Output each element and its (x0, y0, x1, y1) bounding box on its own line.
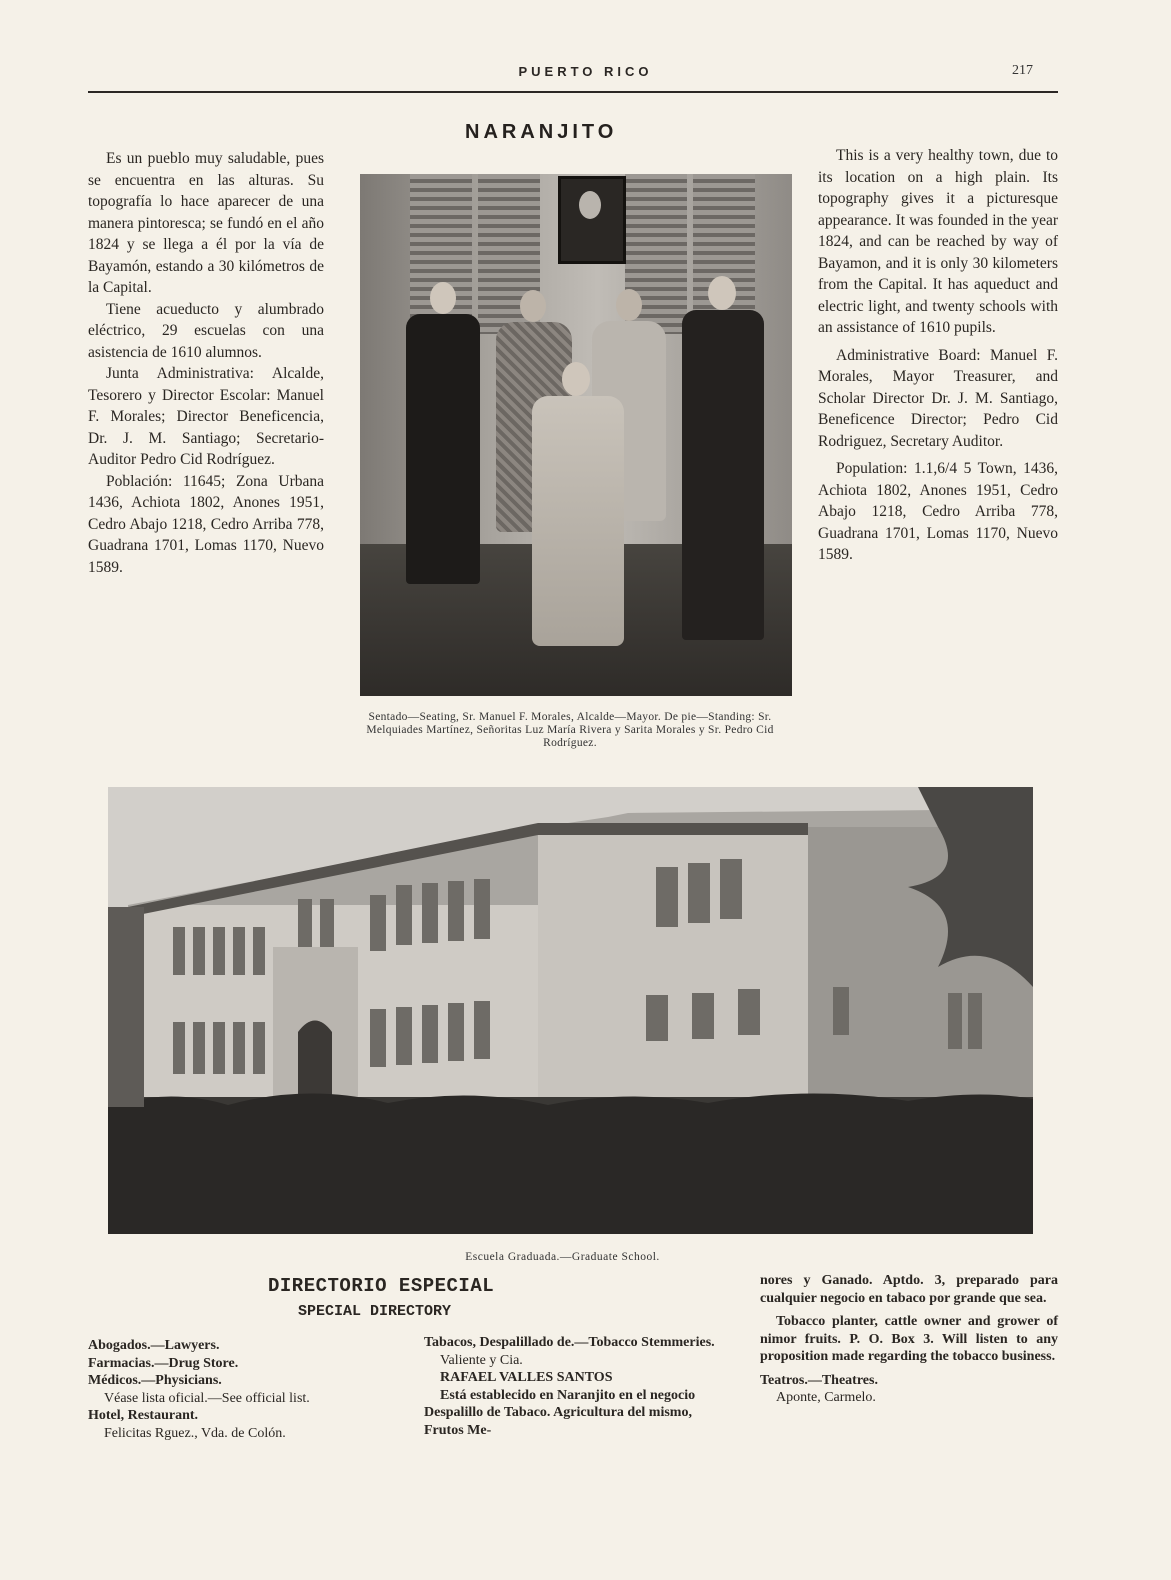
directory-column-1 (88, 1337, 388, 1442)
directory-entry: Hotel, Restaurant. (88, 1408, 199, 1423)
directory-entry: Está establecido en Naranjito en el negocio Despalillo de Tabaco. Agricultura del mismo, Frutos Me- (424, 1387, 696, 1438)
spanish-paragraph: Población: 11645; Zona Urbana 1436, Achiota 1802, Anones 1951, Cedro Abajo 1218, Cedro Arriba 778, Guadrana 1701, Lomas 1170, Nuevo 1589. (88, 472, 324, 576)
directory-entry: Aponte, Carmelo. (776, 1390, 876, 1405)
directory-entry: Valiente y Cia. (440, 1352, 523, 1368)
directory-entry: Tobacco planter, cattle owner and grower of nimor fruits. P. O. Box 3. Will listen to any proposition made regarding the tobacco business. (760, 1314, 1058, 1364)
directory-entry: nores y Ganado. Aptdo. 3, preparado para cualquier negocio en tabaco por grande que sea. (760, 1273, 1058, 1306)
spanish-paragraph: Junta Administrativa: Alcalde, Tesorero y Director Escolar: Manuel F. Morales; Director Beneficencia, Dr. J. M. Santiago; Secretario-Auditor Pedro Cid Rodríguez. (88, 365, 324, 468)
running-header: PUERTO RICO (518, 64, 653, 79)
english-paragraph: This is a very healthy town, due to its location on a high plain. Its topography gives it a picturesque appearance. It was founded in the year 1824, and can be reached by way of Bayamon, and it is only 30 kilometers from the Capital. It has aqueduct and electric light, and twenty schools with an assistance of 1610 pupils. (818, 147, 1058, 336)
directory-entry: Abogados.—Lawyers. (88, 1338, 220, 1353)
header-rule (88, 91, 1058, 93)
directory-entry: Felicitas Rguez., Vda. de Colón. (104, 1425, 286, 1441)
portrait-caption: Sentado—Seating, Sr. Manuel F. Morales, Alcalde—Mayor. De pie—Standing: Sr. Melquiades Martínez, Señoritas Luz María Rivera y Sarita Morales y Sr. Pedro Cid Rodríguez. (366, 711, 774, 749)
directory-column-2 (424, 1334, 724, 1439)
portrait-photo (360, 174, 792, 696)
directory-entry: Médicos.—Physicians. (88, 1373, 222, 1388)
spanish-column (88, 148, 324, 578)
spanish-paragraph: Es un pueblo muy saludable, pues se encuentra en las alturas. Su topografía lo hace aparecer de una manera pintoresca; se fundó en el año 1824 y se llega a él por la vía de Bayamón, estando a 30 kilómetros de la Capital. (88, 150, 324, 296)
directory-title: DIRECTORIO ESPECIAL (268, 1275, 495, 1297)
english-column (818, 145, 1058, 566)
directory-entry: Farmacias.—Drug Store. (88, 1355, 239, 1371)
directory-entry: Tabacos, Despalillado de.—Tobacco Stemmeries. (424, 1335, 715, 1350)
section-title: NARANJITO (465, 121, 618, 143)
school-building-photo (108, 787, 1033, 1234)
school-building-illustration (108, 787, 1033, 1234)
framed-portrait (558, 176, 626, 264)
directory-entry: Teatros.—Theatres. (760, 1372, 878, 1388)
english-paragraph: Administrative Board: Manuel F. Morales, Mayor Treasurer, and Scholar Director Dr. J. M. Santiago, Beneficence Director; Pedro Cid Rodriguez, Secretary Auditor. (818, 346, 1058, 450)
spanish-paragraph: Tiene acueducto y alumbrado eléctrico, 29 escuelas con una asistencia de 1610 alumnos. (88, 300, 324, 361)
page-number: 217 (1012, 63, 1033, 78)
directory-entry: Véase lista oficial.—See official list. (104, 1390, 310, 1406)
directory-entry: RAFAEL VALLES SANTOS (440, 1370, 613, 1385)
directory-column-3 (760, 1272, 1058, 1407)
directory-subtitle: SPECIAL DIRECTORY (298, 1303, 452, 1320)
school-caption: Escuela Graduada.—Graduate School. (465, 1251, 660, 1263)
english-paragraph: Population: 1.1,6/4 5 Town, 1436, Achiota 1802, Anones 1951, Cedro Abajo 1218, Cedro Arriba 778, Guadrana 1701, Lomas 1170, Nuevo 1589. (818, 460, 1058, 563)
